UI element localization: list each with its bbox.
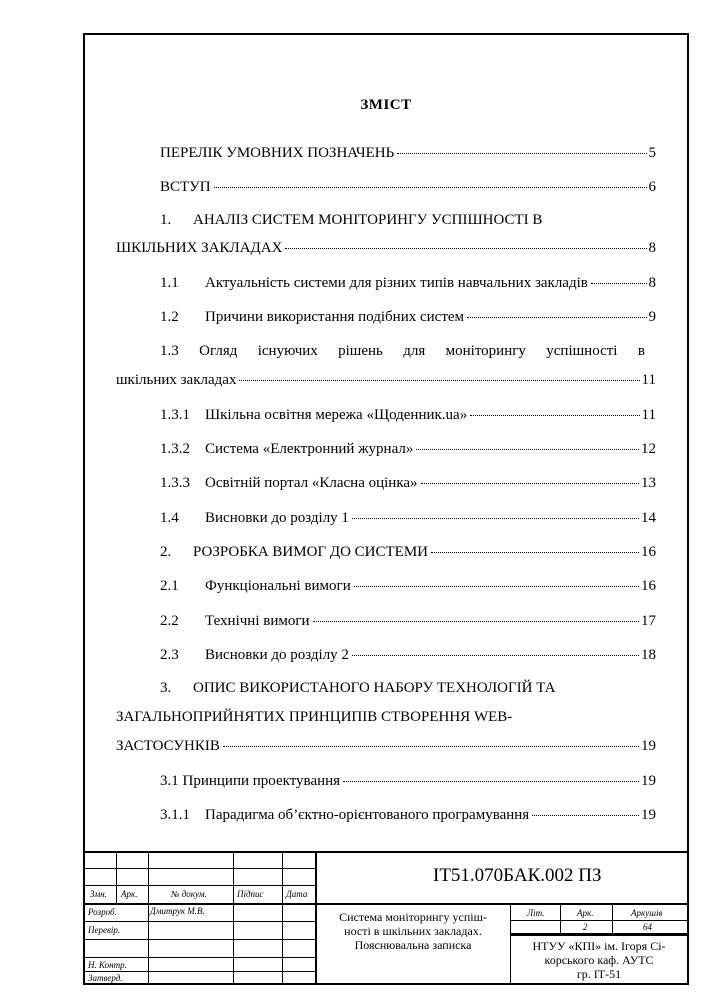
- document-code: ІТ51.070БАК.002 ПЗ: [433, 865, 602, 886]
- row-checked: Перевір.: [88, 925, 121, 935]
- header-zmin: Змн.: [90, 889, 107, 899]
- toc-entry-line2[interactable]: ЗАГАЛЬНОПРИЙНЯТИХ ПРИНЦИПІВ СТВОРЕННЯ WEB-: [116, 709, 513, 725]
- toc-entry[interactable]: 2.2 Технічні вимоги 17: [160, 613, 656, 629]
- header-signature: Підпис: [237, 889, 264, 899]
- toc-entry[interactable]: 2. РОЗРОБКА ВИМОГ ДО СИСТЕМИ 16: [160, 544, 656, 560]
- toc-entry[interactable]: ПЕРЕЛІК УМОВНИХ ПОЗНАЧЕНЬ 5: [160, 145, 656, 161]
- toc-entry-line1[interactable]: 3. ОПИС ВИКОРИСТАНОГО НАБОРУ ТЕХНОЛОГІЙ ТА: [160, 680, 556, 696]
- toc-entry[interactable]: 1.1 Актуальність системи для різних типів навчальних закладів 8: [160, 275, 656, 291]
- toc-entry-line1[interactable]: 1.3 Огляд існуючих рішень для моніторингу успішності в: [160, 343, 645, 359]
- toc-entry[interactable]: 1.4 Висновки до розділу 1 14: [160, 510, 656, 526]
- toc-entry[interactable]: ВСТУП 6: [160, 179, 656, 195]
- arkushiv-label: Аркушів: [631, 908, 663, 918]
- arkushiv-value: 64: [643, 922, 652, 932]
- title-block-stamp: [85, 851, 687, 985]
- header-doc-no: № докум.: [171, 889, 207, 899]
- header-ark: Арк.: [121, 889, 138, 899]
- row-n-control: Н. Контр.: [88, 960, 127, 970]
- organization: НТУУ «КПІ» ім. Ігоря Сі- корського каф. АУТС гр. ІТ-51: [532, 939, 666, 981]
- ark-label: Арк.: [577, 908, 594, 918]
- row-developed: Розроб.: [88, 907, 117, 917]
- row-approved: Затверд.: [88, 973, 123, 983]
- page-frame: [83, 33, 689, 985]
- toc-entry[interactable]: ЗАСТОСУНКІВ 19: [116, 738, 656, 754]
- toc-entry[interactable]: ШКІЛЬНИХ ЗАКЛАДАХ 8: [116, 240, 656, 256]
- toc-entry[interactable]: 3.1 Принципи проектування 19: [160, 773, 656, 789]
- toc-entry[interactable]: 1.3.2 Система «Електронний журнал» 12: [160, 441, 656, 457]
- toc-entry[interactable]: 2.1 Функціональні вимоги 16: [160, 578, 656, 594]
- toc-entry[interactable]: 1.3.1 Шкільна освітня мережа «Щоденник.ua» 11: [160, 407, 656, 423]
- toc-entry[interactable]: 1.2 Причини використання подібних систем 9: [160, 309, 656, 325]
- lit-label: Літ.: [527, 908, 545, 918]
- developer-name: Дмитрук М.В.: [150, 906, 205, 916]
- toc-entry[interactable]: 3.1.1 Парадигма об’єктно-орієнтованого програмування 19: [160, 807, 656, 823]
- header-date: Дата: [286, 889, 308, 899]
- document-title: Система моніторингу успіш- ності в шкільних закладах. Пояснювальна записка: [339, 910, 487, 952]
- toc-entry[interactable]: шкільних закладах 11: [116, 372, 656, 388]
- page-title: ЗМІСТ: [360, 97, 412, 113]
- ark-value: 2: [583, 922, 588, 932]
- toc-entry-line1[interactable]: 1. АНАЛІЗ СИСТЕМ МОНІТОРИНГУ УСПІШНОСТІ В: [160, 212, 543, 228]
- toc-entry[interactable]: 2.3 Висновки до розділу 2 18: [160, 647, 656, 663]
- toc-entry[interactable]: 1.3.3 Освітній портал «Класна оцінка» 13: [160, 475, 656, 491]
